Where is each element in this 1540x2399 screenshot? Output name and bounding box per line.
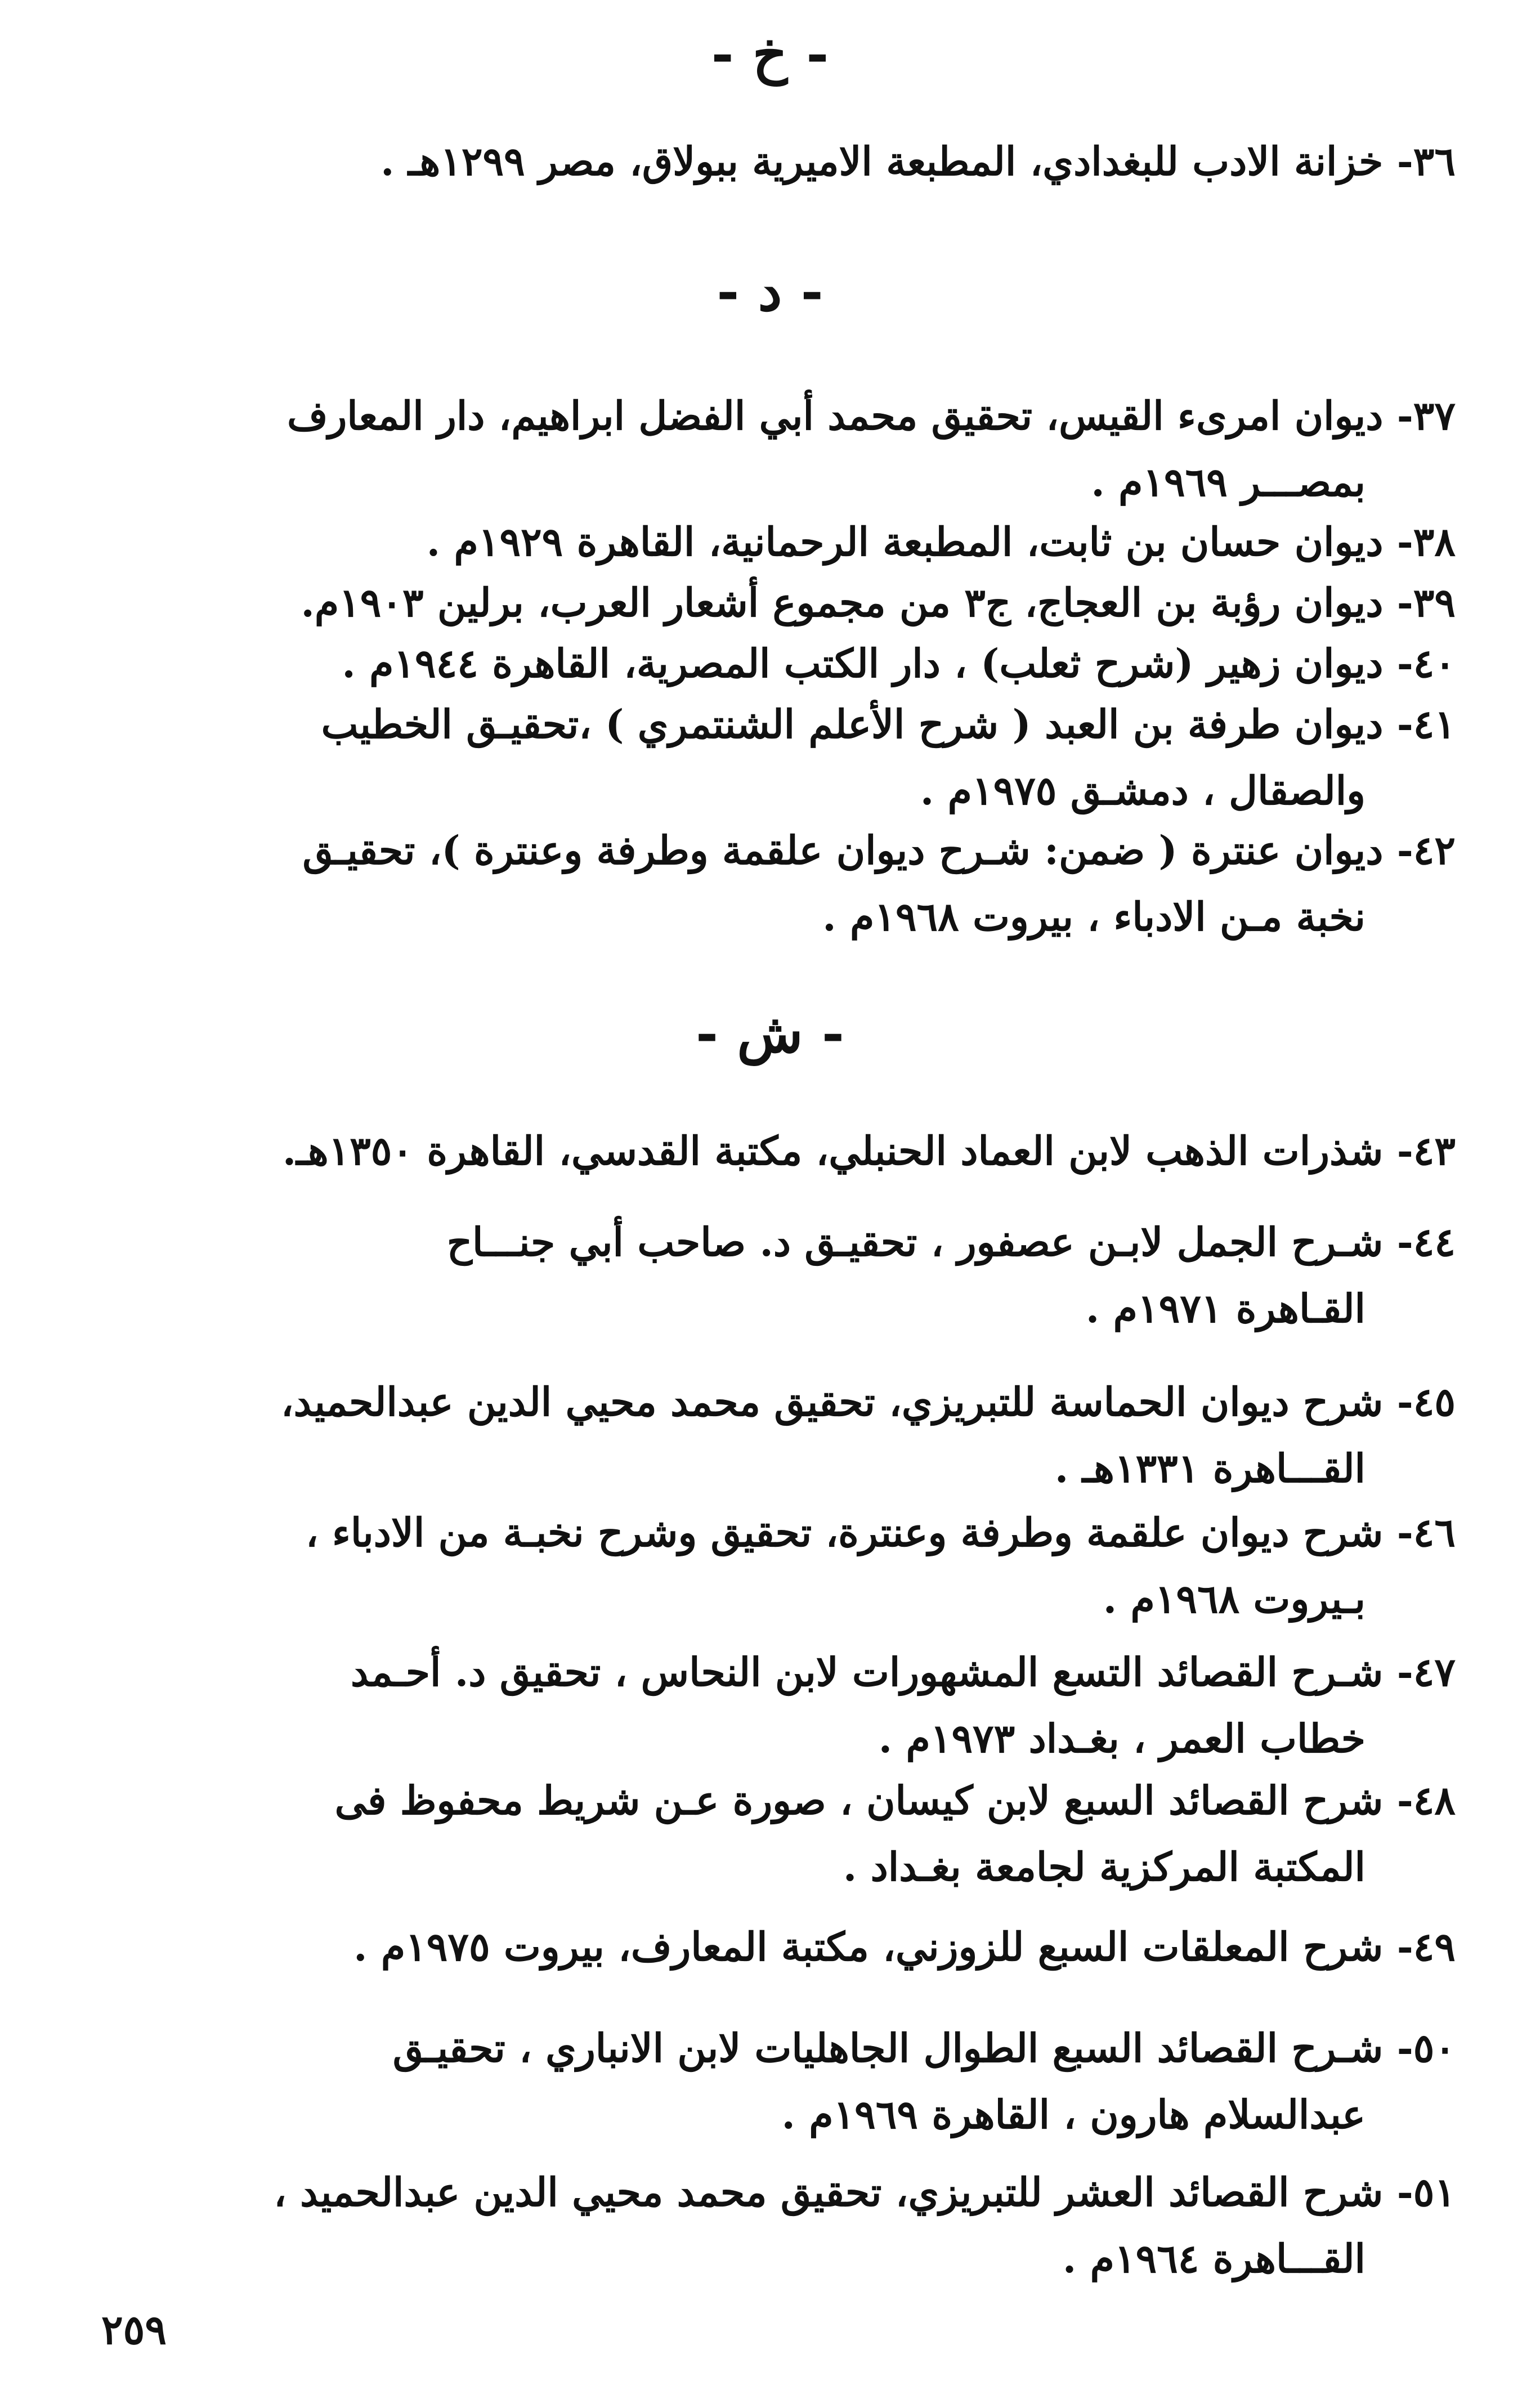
entry-line-continued: بـيروت ١٩٦٨م .: [1103, 1576, 1366, 1622]
bibliography-entry-36: [82, 128, 1456, 195]
entry-line: ٤٦- شرح ديوان علقمة وطرفة وعنترة، تحقيق وشرح نخبـة من الادباء ،: [306, 1509, 1456, 1556]
entry-line-continued: القـــاهرة ١٣٣١هـ .: [1054, 1445, 1366, 1492]
section-heading-kha: - خ -: [711, 22, 829, 86]
bibliography-entry-41: [82, 691, 1456, 824]
entry-line-continued: والصقال ، دمشـق ١٩٧٥م .: [920, 767, 1366, 814]
bibliography-entry-45: [82, 1369, 1456, 1502]
entry-line: ٤٧- شـرح القصائد التسع المشهورات لابن النحاس ، تحقيق د. أحـمد: [351, 1649, 1456, 1695]
bibliography-entry-43: [82, 1118, 1456, 1184]
section-heading-shin: - ش -: [696, 1001, 844, 1065]
entry-line: ٤٠- ديوان زهير (شرح ثعلب) ، دار الكتب المصرية، القاهرة ١٩٤٤م .: [342, 640, 1456, 687]
bibliography-entry-49: [82, 1914, 1456, 1980]
entry-line: ٣٦- خزانة الادب للبغدادي، المطبعة الاميرية ببولاق، مصر ١٢٩٩هـ .: [380, 138, 1456, 185]
entry-line-continued: المكتبة المركزية لجامعة بغـداد .: [843, 1843, 1366, 1890]
entry-line-continued: عبدالسلام هارون ، القاهرة ١٩٦٩م .: [781, 2091, 1366, 2138]
bibliography-entry-39: [82, 570, 1456, 636]
bibliography-entry-50: [82, 2015, 1456, 2148]
bibliography-entry-44: [82, 1209, 1456, 1342]
bibliography-entry-47: [82, 1639, 1456, 1772]
entry-line: ٤٢- ديوان عنترة ( ضمن: شـرح ديوان علقمة وطرفة وعنترة )، تحقيـق: [302, 827, 1456, 874]
entry-line: ٣٧- ديوان امرىء القيس، تحقيق محمد أبي الفضل ابراهيم، دار المعارف: [286, 392, 1456, 439]
bibliography-entry-42: [82, 817, 1456, 950]
bibliography-entry-46: [82, 1500, 1456, 1632]
section-heading-dal: - د -: [717, 259, 823, 323]
entry-line: ٤٣- شذرات الذهب لابن العماد الحنبلي، مكتبة القدسي، القاهرة ١٣٥٠هـ.: [282, 1127, 1456, 1174]
entry-line-continued: نخبة مـن الادباء ، بيروت ١٩٦٨م .: [822, 893, 1366, 940]
entry-line: ٤٥- شرح ديوان الحماسة للتبريزي، تحقيق محمد محيي الدين عبدالحميد،: [281, 1378, 1456, 1425]
page-number: ٢٥٩: [101, 2306, 167, 2353]
entry-line-continued: القـاهرة ١٩٧١م .: [1085, 1285, 1366, 1332]
entry-line: ٣٨- ديوان حسان بن ثابت، المطبعة الرحمانية، القاهرة ١٩٢٩م .: [426, 518, 1456, 565]
entry-line: ٤١- ديوان طرفة بن العبد ( شرح الأعلم الشنتمري ) ،تحقيـق الخطيب: [321, 701, 1456, 748]
entry-line: ٤٤- شـرح الجمل لابـن عصفور ، تحقيـق د. صاحب أبي جنـــاح: [446, 1219, 1456, 1265]
bibliography-entry-38: [82, 509, 1456, 575]
bibliography-entry-40: [82, 630, 1456, 697]
entry-line: ٥١- شرح القصائد العشر للتبريزي، تحقيق محمد محيي الدين عبدالحميد ،: [274, 2169, 1456, 2216]
bibliography-entry-48: [82, 1767, 1456, 1900]
entry-line: ٤٩- شرح المعلقات السبع للزوزني، مكتبة المعارف، بيروت ١٩٧٥م .: [353, 1923, 1456, 1970]
entry-line-continued: القـــاهرة ١٩٦٤م .: [1062, 2235, 1366, 2282]
entry-line-continued: خطاب العمر ، بغـداد ١٩٧٣م .: [878, 1715, 1366, 1762]
bibliography-entry-51: [82, 2159, 1456, 2292]
entry-line-continued: بمصـــر ١٩٦٩م .: [1091, 459, 1366, 505]
bibliography-entry-37: [82, 383, 1456, 516]
entry-line: ٣٩- ديوان رؤبة بن العجاج، ج٣ من مجموع أشعار العرب، برلين ١٩٠٣م.: [301, 579, 1456, 626]
entry-line: ٤٨- شرح القصائد السبع لابن كيسان ، صورة عـن شريط محفوظ فى: [334, 1777, 1456, 1824]
entry-line: ٥٠- شـرح القصائد السبع الطوال الجاهليات لابن الانباري ، تحقيـق: [392, 2025, 1456, 2071]
